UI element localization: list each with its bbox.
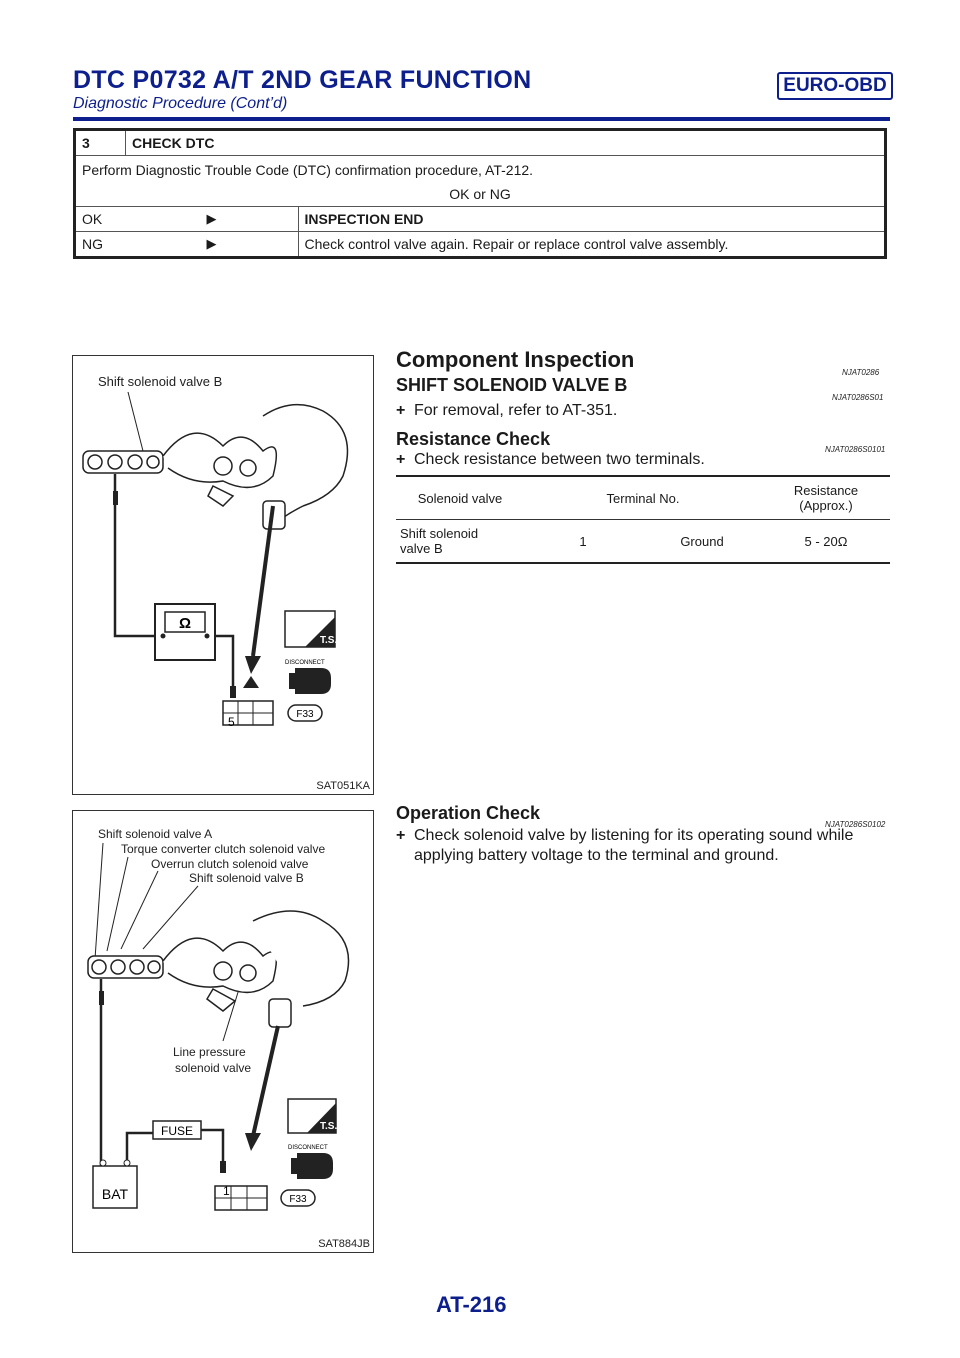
fuse-label: FUSE — [160, 1124, 194, 1138]
shift-solenoid-b-code: NJAT0286S01 — [832, 393, 884, 402]
row-solenoid-line1: Shift solenoid — [400, 526, 479, 541]
removal-bullet-text: For removal, refer to AT-351. — [414, 402, 618, 419]
operation-check-heading: Operation Check — [396, 803, 541, 823]
operation-check-code: NJAT0286S0102 — [825, 820, 886, 829]
resistance-check-code: NJAT0286S0101 — [825, 445, 886, 454]
tcc-solenoid-label: Torque converter clutch solenoid valve — [121, 842, 326, 856]
ohm-icon: Ω — [178, 615, 192, 632]
resistance-bullet — [396, 450, 890, 470]
col-resistance-line2: (Approx.) — [799, 498, 853, 513]
terminal-number: 5 — [228, 715, 235, 729]
euro-obd-badge: EURO-OBD — [777, 72, 893, 100]
step-question: OK or NG — [449, 186, 511, 202]
result-ng: NG — [75, 232, 126, 258]
row-resistance-value: 5 - 20Ω — [804, 533, 848, 549]
result-ok: OK — [75, 207, 126, 232]
header-rule — [73, 117, 890, 121]
component-inspection-heading: Component Inspection — [396, 347, 635, 372]
figure-operation-check — [72, 810, 374, 1253]
ts-icon: T.S. — [320, 1121, 338, 1132]
page-subtitle: Diagnostic Procedure (Cont’d) — [73, 95, 288, 112]
operation-bullet-line2: applying battery voltage to the terminal and ground. — [414, 847, 779, 864]
battery-label: BAT — [101, 1186, 129, 1202]
action-ng: Check control valve again. Repair or replace control valve assembly. — [298, 232, 886, 258]
col-solenoid: Solenoid valve — [396, 476, 524, 520]
diagnostic-step-table — [73, 128, 887, 259]
disconnect-label: DISCONNECT — [288, 1145, 328, 1151]
arrow-icon: ▶ — [126, 207, 299, 232]
component-inspection-code: NJAT0286 — [842, 368, 880, 377]
bullet-icon: + — [396, 451, 406, 468]
operation-bullet — [396, 826, 896, 866]
col-resistance — [762, 476, 890, 520]
bullet-icon: + — [396, 402, 406, 419]
result-row-ok — [75, 207, 886, 232]
terminal-number: 1 — [223, 1184, 230, 1198]
line-pressure-label-1: Line pressure — [173, 1045, 246, 1059]
row-solenoid-name — [396, 520, 524, 564]
page-title: DTC P0732 A/T 2ND GEAR FUNCTION — [73, 66, 532, 94]
removal-bullet — [396, 401, 890, 421]
resistance-bullet-text: Check resistance between two terminals. — [414, 451, 705, 468]
step-number: 3 — [75, 130, 126, 156]
page-number: AT-216 — [436, 1292, 507, 1317]
action-ok: INSPECTION END — [298, 207, 886, 232]
operation-check-diagram — [73, 811, 373, 1252]
table-row — [396, 520, 890, 564]
step-instruction: Perform Diagnostic Trouble Code (DTC) confirmation procedure, AT-212. — [82, 162, 534, 178]
step-heading: CHECK DTC — [126, 130, 886, 156]
line-pressure-label-2: solenoid valve — [175, 1061, 252, 1075]
solenoid-b-label: Shift solenoid valve B — [189, 871, 304, 885]
resistance-table-header — [396, 476, 890, 520]
connector-id: F33 — [296, 709, 314, 720]
ts-icon: T.S. — [320, 635, 338, 646]
resistance-check-heading: Resistance Check — [396, 429, 551, 449]
col-terminal: Terminal No. — [524, 476, 762, 520]
resistance-check-diagram — [73, 356, 373, 794]
solenoid-b-label: Shift solenoid valve B — [98, 374, 223, 389]
row-ground: Ground — [680, 533, 724, 549]
figure-id: SAT884JB — [318, 1238, 370, 1250]
arrow-icon: ▶ — [126, 232, 299, 258]
row-solenoid-line2: valve B — [400, 541, 443, 556]
row-terminal: 1 — [579, 533, 587, 549]
resistance-table — [396, 475, 890, 564]
figure-id: SAT051KA — [316, 780, 370, 792]
bullet-icon: + — [396, 827, 406, 844]
disconnect-label: DISCONNECT — [285, 660, 325, 666]
figure-resistance-check — [72, 355, 374, 795]
overrun-solenoid-label: Overrun clutch solenoid valve — [151, 857, 309, 871]
shift-solenoid-b-heading: SHIFT SOLENOID VALVE B — [396, 375, 628, 395]
step-body — [75, 156, 886, 207]
result-row-ng — [75, 232, 886, 258]
operation-bullet-line1: Check solenoid valve by listening for its operating sound while — [414, 827, 854, 844]
col-resistance-line1: Resistance — [793, 483, 859, 498]
connector-id: F33 — [289, 1194, 307, 1205]
solenoid-a-label: Shift solenoid valve A — [98, 827, 213, 841]
